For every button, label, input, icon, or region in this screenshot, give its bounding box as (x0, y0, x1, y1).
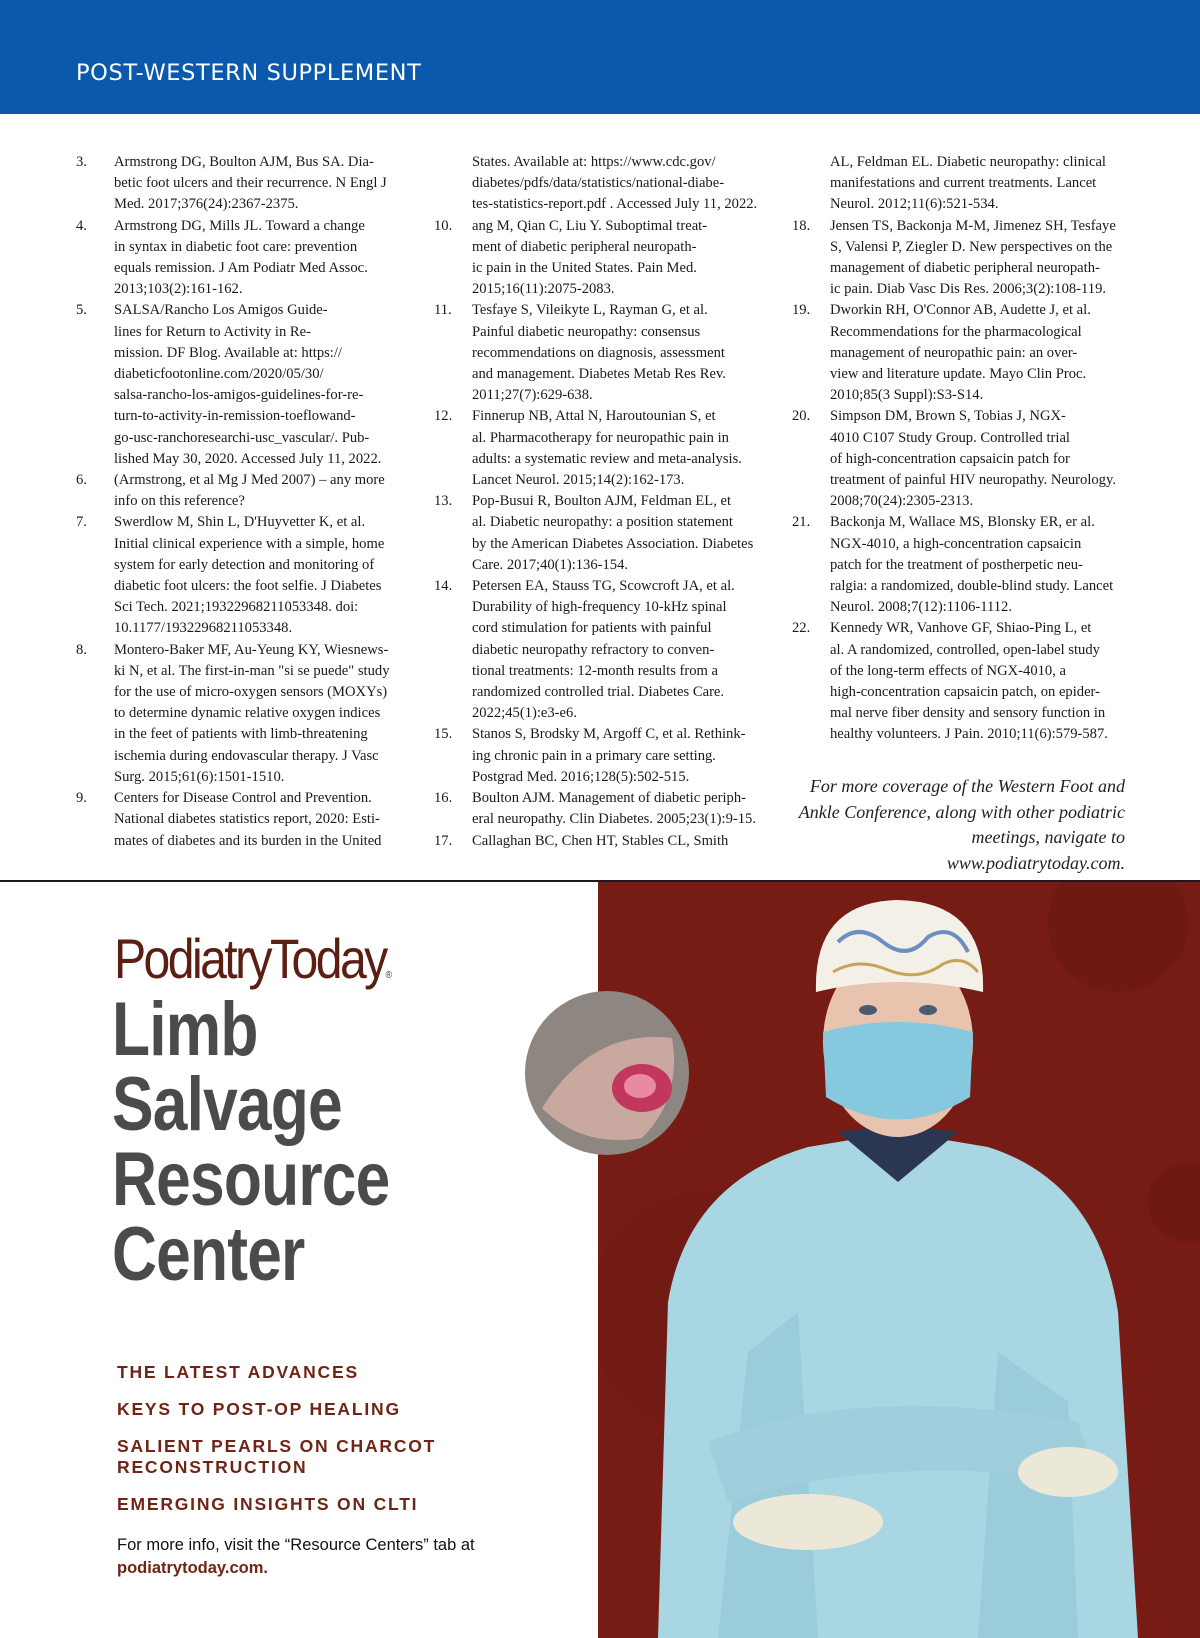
reference-line: ischemia during endovascular therapy. J Vasc (114, 747, 379, 764)
reference-line: Lancet Neurol. 2015;14(2):162-173. (472, 472, 685, 489)
reference-number: 19. (792, 302, 811, 319)
reference-line: of the long-term effects of NGX-4010, a (830, 662, 1066, 679)
reference-line: 2013;103(2):161-162. (114, 281, 243, 298)
headline-line: Resource (112, 1137, 390, 1222)
reference-line: Surg. 2015;61(6):1501-1510. (114, 768, 285, 785)
podiatrytoday-link[interactable]: podiatrytoday.com. (117, 1559, 268, 1577)
reference-item (792, 216, 1125, 301)
reference-line: diabetic foot ulcers: the foot selfie. J Diabetes (114, 578, 382, 595)
reference-item (792, 300, 1125, 406)
reference-line: go-usc-ranchoresearchi-usc_vascular/. Pub- (114, 429, 370, 446)
reference-line: Montero-Baker MF, Au-Yeung KY, Wiesnews- (114, 641, 389, 658)
coverage-note (792, 774, 1125, 876)
ad-feature-item: THE LATEST ADVANCES (117, 1362, 359, 1382)
reference-number: 16. (434, 790, 453, 807)
reference-item (434, 724, 764, 788)
reference-line: betic foot ulcers and their recurrence. N Engl J (114, 175, 387, 192)
reference-line: recommendations on diagnosis, assessment (472, 344, 725, 361)
reference-line: Boulton AJM. Management of diabetic periph- (472, 790, 746, 807)
reference-number: 7. (76, 514, 87, 531)
reference-line: ic pain in the United States. Pain Med. (472, 260, 697, 277)
reference-line: diabeticfootonline.com/2020/05/30/ (114, 366, 324, 383)
reference-line: lished May 30, 2020. Accessed July 11, 2022. (114, 450, 382, 467)
reference-line: salsa-rancho-los-amigos-guidelines-for-re- (114, 387, 364, 404)
reference-line: and management. Diabetes Metab Res Rev. (472, 366, 726, 383)
coverage-note-line: meetings, navigate to www.podiatrytoday.com. (946, 827, 1125, 873)
reference-line: Sci Tech. 2021;19322968211053348. doi: (114, 599, 359, 616)
reference-item (792, 152, 1125, 216)
reference-item (792, 406, 1125, 512)
reference-line: Med. 2017;376(24):2367-2375. (114, 196, 299, 213)
reference-item (434, 216, 764, 301)
reference-item (434, 576, 764, 724)
reference-line: treatment of painful HIV neuropathy. Neurology. (830, 472, 1116, 489)
reference-line: of high-concentration capsaicin patch for (830, 450, 1070, 467)
ad-feature-item: EMERGING INSIGHTS ON CLTI (117, 1494, 419, 1514)
ad-feature-list (117, 1362, 477, 1531)
reference-line: Armstrong DG, Boulton AJM, Bus SA. Dia- (114, 154, 374, 170)
reference-line: in the feet of patients with limb-threatening (114, 726, 368, 743)
reference-line: management of diabetic peripheral neuropath- (830, 260, 1100, 277)
reference-number: 14. (434, 578, 453, 595)
advertisement (0, 882, 1200, 1638)
reference-line: 4010 C107 Study Group. Controlled trial (830, 429, 1070, 446)
reference-line: States. Available at: https://www.cdc.gov/ (472, 154, 716, 170)
logo-text: PodiatryToday (114, 927, 386, 990)
reference-line: Dworkin RH, O'Connor AB, Audette J, et al. (830, 302, 1091, 319)
reference-number: 10. (434, 217, 453, 234)
reference-number: 4. (76, 217, 87, 234)
reference-line: by the American Diabetes Association. Diabetes (472, 535, 754, 552)
reference-line: Postgrad Med. 2016;128(5):502-515. (472, 768, 690, 785)
reference-number: 21. (792, 514, 811, 531)
reference-line: 2022;45(1):e3-e6. (472, 705, 577, 722)
reference-line: Pop-Busui R, Boulton AJM, Feldman EL, et (472, 493, 732, 510)
reference-line: 10.1177/19322968211053348. (114, 620, 293, 637)
reference-line: al. Diabetic neuropathy: a position statement (472, 514, 733, 531)
reference-line: Tesfaye S, Vileikyte L, Rayman G, et al. (472, 302, 708, 319)
reference-line: mal nerve fiber density and sensory function in (830, 705, 1106, 722)
reference-line: Centers for Disease Control and Prevention. (114, 790, 372, 807)
reference-line: 2015;16(11):2075-2083. (472, 281, 615, 298)
reference-line: turn-to-activity-in-remission-toeflowand- (114, 408, 356, 425)
reference-line: ralgia: a randomized, double-blind study. Lancet (830, 578, 1114, 595)
reference-line: ki N, et al. The first-in-man "si se puede" study (114, 662, 390, 679)
reference-line: diabetic neuropathy refractory to conven- (472, 641, 715, 658)
reference-item (434, 406, 764, 491)
coverage-note-line: Ankle Conference, along with other podiatric (798, 801, 1125, 822)
reference-line: Kennedy WR, Vanhove GF, Shiao-Ping L, et (830, 620, 1092, 637)
reference-line: Stanos S, Brodsky M, Argoff C, et al. Rethink- (472, 726, 746, 743)
reference-line: Simpson DM, Brown S, Tobias J, NGX- (830, 408, 1066, 425)
reference-line: info on this reference? (114, 493, 245, 510)
reference-item (434, 788, 764, 830)
reference-number: 3. (76, 154, 87, 170)
ad-feature-item: SALIENT PEARLS ON CHARCOT RECONSTRUCTION (117, 1436, 437, 1477)
section-title: POST-WESTERN SUPPLEMENT (76, 60, 422, 86)
reference-line: 2010;85(3 Suppl):S3-S14. (830, 387, 984, 404)
reference-line: 2011;27(7):629-638. (472, 387, 593, 404)
logo-registered-mark: ® (385, 970, 392, 981)
reference-item (76, 300, 406, 470)
reference-number: 8. (76, 641, 87, 658)
references-column-2 (434, 152, 764, 852)
page-header (0, 0, 1200, 114)
references-column-3 (792, 152, 1125, 746)
ad-feature-item: KEYS TO POST-OP HEALING (117, 1399, 401, 1419)
reference-number: 9. (76, 790, 87, 807)
references-column-1 (76, 152, 406, 852)
reference-line: ang M, Qian C, Liu Y. Suboptimal treat- (472, 217, 708, 234)
reference-line: Swerdlow M, Shin L, D'Huyvetter K, et al. (114, 514, 366, 531)
reference-line: equals remission. J Am Podiatr Med Assoc. (114, 260, 368, 277)
reference-line: tes-statistics-report.pdf . Accessed July 11, 2022. (472, 196, 758, 213)
reference-item (792, 618, 1125, 745)
reference-item (76, 512, 406, 639)
reference-line: Petersen EA, Stauss TG, Scowcroft JA, et al. (472, 578, 735, 595)
ad-headline (112, 987, 390, 1297)
reference-line: for the use of micro-oxygen sensors (MOXYs) (114, 684, 388, 701)
reference-item (76, 152, 406, 216)
reference-item (76, 216, 406, 301)
reference-line: SALSA/Rancho Los Amigos Guide- (114, 302, 328, 319)
reference-line: 2008;70(24):2305-2313. (830, 493, 974, 510)
ad-info-body: For more info, visit the “Resource Centers” tab at (117, 1536, 475, 1554)
reference-item (434, 300, 764, 406)
reference-number: 15. (434, 726, 453, 743)
reference-line: adults: a systematic review and meta-analysis. (472, 450, 742, 467)
reference-number: 5. (76, 302, 87, 319)
reference-number: 20. (792, 408, 811, 425)
reference-item (434, 491, 764, 576)
reference-line: mission. DF Blog. Available at: https:// (114, 344, 342, 361)
reference-line: mates of diabetes and its burden in the United (114, 832, 382, 849)
reference-line: National diabetes statistics report, 2020: Esti- (114, 811, 380, 828)
reference-line: tional treatments: 12-month results from a (472, 662, 719, 679)
reference-line: Neurol. 2012;11(6):521-534. (830, 196, 999, 213)
reference-line: Callaghan BC, Chen HT, Stables CL, Smith (472, 832, 729, 849)
reference-line: randomized controlled trial. Diabetes Care. (472, 684, 725, 701)
reference-line: Durability of high-frequency 10-kHz spinal (472, 599, 727, 616)
headline-line: Salvage (112, 1062, 342, 1147)
reference-line: al. Pharmacotherapy for neuropathic pain in (472, 429, 729, 446)
podiatry-today-logo (114, 926, 392, 991)
reference-line: patch for the treatment of postherpetic neu- (830, 556, 1083, 573)
reference-line: Initial clinical experience with a simple, home (114, 535, 385, 552)
reference-line: view and literature update. Mayo Clin Proc. (830, 366, 1087, 383)
reference-item (76, 640, 406, 788)
headline-line: Limb (112, 987, 258, 1072)
reference-number: 13. (434, 493, 453, 510)
reference-line: Recommendations for the pharmacological (830, 323, 1082, 340)
reference-item (76, 788, 406, 852)
reference-number: 11. (434, 302, 452, 319)
reference-line: Backonja M, Wallace MS, Blonsky ER, er al. (830, 514, 1095, 531)
reference-item (792, 512, 1125, 618)
reference-line: NGX-4010, a high-concentration capsaicin (830, 535, 1082, 552)
reference-line: al. A randomized, controlled, open-label study (830, 641, 1100, 658)
reference-line: manifestations and current treatments. Lancet (830, 175, 1097, 192)
reference-line: to determine dynamic relative oxygen indices (114, 705, 381, 722)
reference-line: system for early detection and monitoring of (114, 556, 375, 573)
reference-line: cord stimulation for patients with painful (472, 620, 712, 637)
reference-number: 12. (434, 408, 453, 425)
reference-line: lines for Return to Activity in Re- (114, 323, 311, 340)
foot-wound-photo (522, 988, 692, 1158)
coverage-note-line: For more coverage of the Western Foot and (809, 776, 1125, 796)
reference-item (76, 470, 406, 512)
ad-info-text (117, 1534, 517, 1580)
reference-item (434, 152, 764, 216)
reference-number: 6. (76, 472, 87, 489)
headline-line: Center (112, 1212, 305, 1297)
reference-number: 18. (792, 217, 811, 234)
reference-line: Neurol. 2008;7(12):1106-1112. (830, 599, 1012, 616)
reference-line: Painful diabetic neuropathy: consensus (472, 323, 701, 340)
reference-line: (Armstrong, et al Mg J Med 2007) – any more (114, 472, 385, 489)
reference-line: high-concentration capsaicin patch, on epider- (830, 684, 1100, 701)
reference-line: Care. 2017;40(1):136-154. (472, 556, 629, 573)
reference-number: 17. (434, 832, 453, 849)
reference-line: Jensen TS, Backonja M-M, Jimenez SH, Tesfaye (830, 217, 1116, 234)
reference-line: AL, Feldman EL. Diabetic neuropathy: clinical (830, 154, 1106, 170)
reference-line: eral neuropathy. Clin Diabetes. 2005;23(1):9-15. (472, 811, 756, 828)
reference-line: S, Valensi P, Ziegler D. New perspectives on the (830, 238, 1113, 255)
reference-line: Armstrong DG, Mills JL. Toward a change (114, 217, 365, 234)
reference-line: ing chronic pain in a primary care setting. (472, 747, 716, 764)
reference-line: Finnerup NB, Attal N, Haroutounian S, et (472, 408, 716, 425)
reference-number: 22. (792, 620, 811, 637)
reference-line: ic pain. Diab Vasc Dis Res. 2006;3(2):108-119. (830, 281, 1107, 298)
reference-line: healthy volunteers. J Pain. 2010;11(6):579-587. (830, 726, 1108, 743)
reference-line: management of neuropathic pain: an over- (830, 344, 1078, 361)
reference-item (434, 831, 764, 852)
reference-line: in syntax in diabetic foot care: prevention (114, 238, 358, 255)
reference-line: ment of diabetic peripheral neuropath- (472, 238, 697, 255)
reference-line: diabetes/pdfs/data/statistics/national-diabe- (472, 175, 725, 192)
